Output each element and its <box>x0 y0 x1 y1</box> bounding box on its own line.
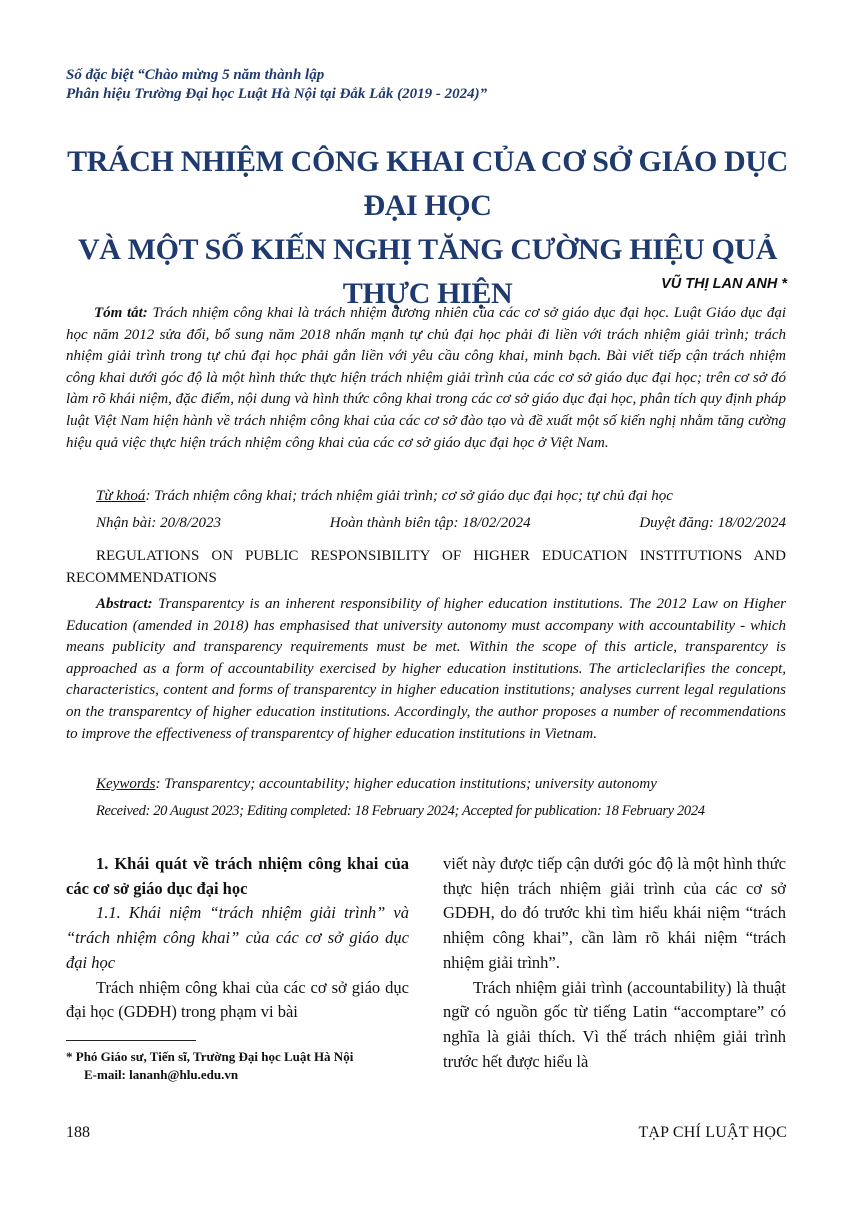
keywords-english <box>96 776 796 793</box>
right-paragraph-2: Trách nhiệm giải trình (accountability) là thuật ngữ có nguồn gốc từ tiếng Latin “accomptare” có nghĩa là giải thích. Vì thế trách nhiệm giải trình trước hết được hiểu là <box>443 977 786 1071</box>
keywords-vn-text: : Trách nhiệm công khai; trách nhiệm giải trình; cơ sở giáo dục đại học; tự chủ đại học <box>145 488 673 504</box>
received-date: Nhận bài: 20/8/2023 <box>96 515 222 531</box>
footnote-divider <box>66 1040 196 1041</box>
keywords-vn-label: Từ khoá <box>96 488 146 504</box>
footnote <box>66 1048 416 1084</box>
keywords-vietnamese <box>96 488 796 505</box>
accepted-date: Duyệt đăng: 18/02/2024 <box>639 515 786 531</box>
abstract-english <box>66 594 786 745</box>
footnote-email: E-mail: lananh@hlu.edu.vn <box>84 1067 239 1082</box>
edited-date: Hoàn thành biên tập: 18/02/2024 <box>329 515 531 531</box>
footnote-affiliation: * Phó Giáo sư, Tiến sĩ, Trường Đại học Luật Hà Nội <box>66 1049 354 1064</box>
right-paragraph-1: viết này được tiếp cận dưới góc độ là một hình thức thực hiện trách nhiệm giải trình của các cơ sở GDĐH, do đó trước khi tìm hiểu khái niệm “trách nhiệm công khai”, cần làm rõ khái niệm “trách nhiệm giải trình”. <box>443 854 786 972</box>
keywords-en-label: Keywords <box>96 776 156 792</box>
dates-vietnamese <box>96 515 786 532</box>
abstract-vn-label: Tóm tắt: <box>94 305 148 321</box>
body-left-column <box>66 852 409 1025</box>
dates-english: Received: 20 August 2023; Editing completed: 18 February 2024; Accepted for publication: 18 February 2024 <box>96 803 705 819</box>
english-title: REGULATIONS ON PUBLIC RESPONSIBILITY OF HIGHER EDUCATION INSTITUTIONS AND RECOMMENDATIONS <box>66 548 786 586</box>
author-name: VŨ THỊ LAN ANH * <box>661 276 787 292</box>
abstract-vietnamese <box>66 303 786 454</box>
abstract-vn-text: Trách nhiệm công khai là trách nhiệm đương nhiên của các cơ sở giáo dục đại học. Luật Giáo dục đại học năm 2012 sửa đổi, bổ sung năm 2018 nhấn mạnh tự chủ đại học phải đi liền với trách nhiệm giải trình; trách nhiệm giải trình trong tự chủ đại học phải gắn liền với yêu cầu công khai, minh bạch. Bài viết tiếp cận trách nhiệm công khai dưới góc độ là một hình thức thực hiện trách nhiệm giải trình của các cơ sở giáo dục đại học; trên cơ sở đó làm rõ khái niệm, đặc điểm, nội dung và hình thức công khai trong các cơ sở giáo dục đại học, phân tích quy định pháp luật Việt Nam hiện hành về trách nhiệm công khai của các cơ sở đào tạo và đề xuất một số kiến nghị nhằm tăng cường hiệu quả việc thực hiện trách nhiệm công khai của các cơ sở giáo dục đại học ở Việt Nam. <box>66 305 786 451</box>
left-paragraph: Trách nhiệm công khai của các cơ sở giáo dục đại học (GDĐH) trong phạm vi bài <box>66 977 409 1022</box>
article-title-line-2: VÀ MỘT SỐ KIẾN NGHỊ TĂNG CƯỜNG HIỆU QUẢ THỰC HIỆN <box>78 233 777 310</box>
subsection-1-1-heading: 1.1. Khái niệm “trách nhiệm giải trình” và “trách nhiệm công khai” của các cơ sở giáo dục đại học <box>66 903 409 972</box>
journal-name: TẠP CHÍ LUẬT HỌC <box>638 1124 787 1141</box>
section-1-heading: 1. Khái quát về trách nhiệm công khai của các cơ sở giáo dục đại học <box>66 854 409 898</box>
keywords-en-text: : Transparentcy; accountability; higher education institutions; university autonomy <box>155 776 657 792</box>
page-number: 188 <box>66 1124 90 1141</box>
special-issue-line-1: Số đặc biệt “Chào mừng 5 năm thành lập <box>66 67 325 83</box>
body-right-column <box>443 852 786 1074</box>
abstract-en-text: Transparentcy is an inherent responsibility of higher education institutions. The 2012 Law on Higher Education (amended in 2018) has emphasised that university autonomy must accompany with accountability - which means publicity and transparency requirements must be met. Within the scope of this article, transparentcy is approached as a form of accountability exercised by higher education institutions. The articleclarifies the concept, characteristics, content and forms of transparentcy in higher education institutions; analyses current legal regulations on the transparentcy of higher education institutions. Accordingly, the author proposes a number of recommendations to improve the effectiveness of transparentcy of higher education institutions in Vietnam. <box>66 596 786 742</box>
article-title-line-1: TRÁCH NHIỆM CÔNG KHAI CỦA CƠ SỞ GIÁO DỤC ĐẠI HỌC <box>67 145 788 222</box>
abstract-en-label: Abstract: <box>96 596 153 612</box>
special-issue-header <box>66 66 626 104</box>
special-issue-line-2: Phân hiệu Trường Đại học Luật Hà Nội tại Đắk Lắk (2019 - 2024)” <box>66 86 488 102</box>
